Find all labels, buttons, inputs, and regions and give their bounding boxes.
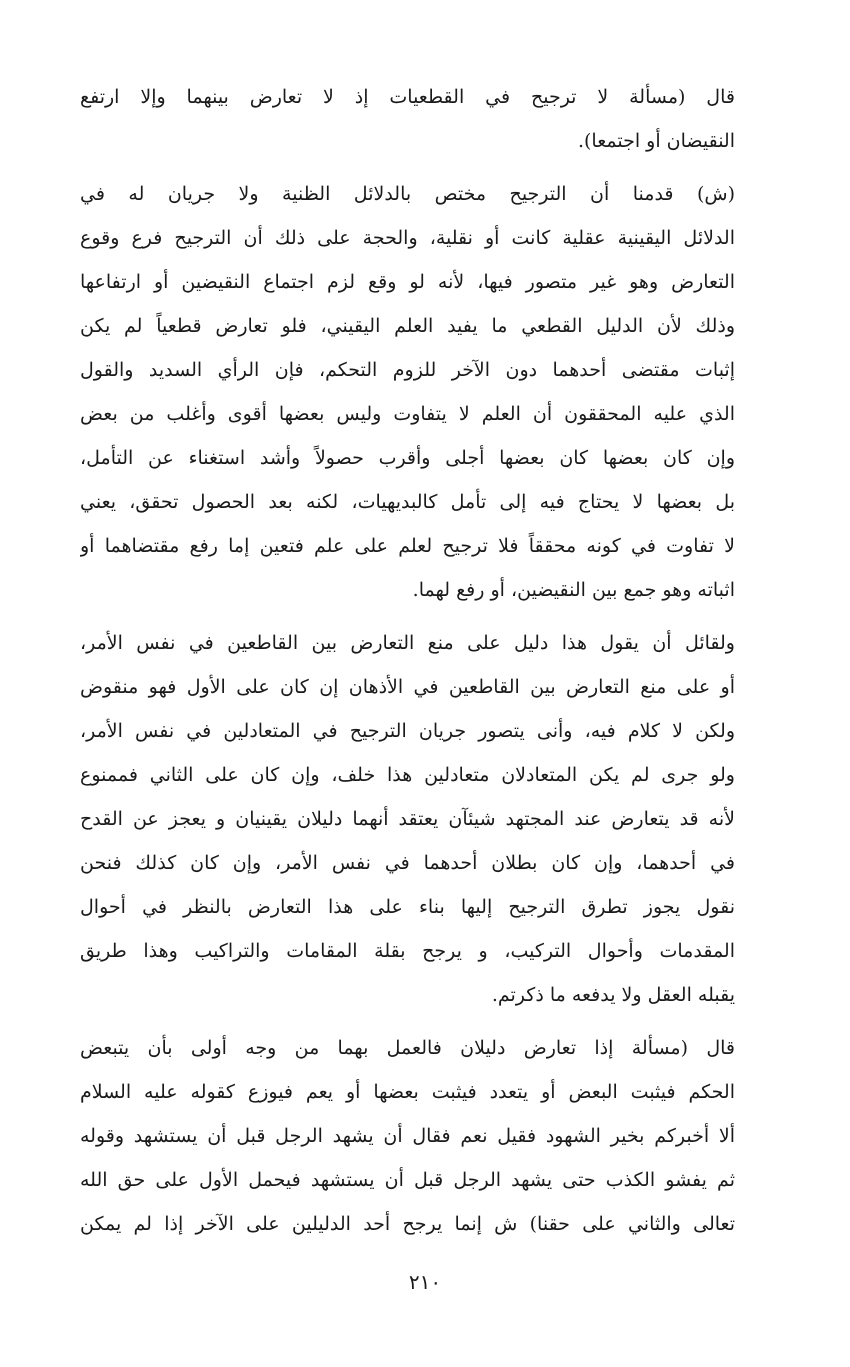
text-line: ثم يفشو الكذب حتى يشهد الرجل قبل أن يستشهد فيحمل الأول على حق الله [80,1169,735,1191]
text-line: ولو جرى لم يكن المتعادلان متعادلين هذا خلف، وإن كان على الثاني فممنوع [80,764,735,786]
text-line: يقبله العقل ولا يدفعه ما ذكرتم. [491,984,735,1006]
text-line: وإن كان بعضها كان بعضها أجلى وأقرب حصولاً وأشد استغناء عن التأمل، [80,447,735,469]
text-line: الحكم فيثبت البعض أو يتعدد فيثبت بعضها أو يعم فيوزع كقوله عليه السلام [80,1081,735,1103]
paragraph-sharh-1 [80,172,735,612]
text-line: قال (مسألة إذا تعارض دليلان فالعمل بهما من وجه أولى بأن يتبعض [80,1037,735,1059]
text-line: لأنه قد يتعارض عند المجتهد شيئآن يعتقد أنهما دليلان يقينيان و يعجز عن القدح [80,808,735,830]
text-line: المقدمات وأحوال التركيب، و يرجح بقلة المقامات والتراكيب وهذا طريق [80,940,735,962]
text-line: الذي عليه المحققون أن العلم لا يتفاوت وليس بعضها أقوى وأغلب من بعض [80,403,735,425]
text-line: في أحدهما، وإن كان بطلان أحدهما في نفس الأمر، وإن كان كذلك فنحن [80,852,735,874]
text-line: التعارض وهو غير متصور فيها، لأنه لو وقع لزم اجتماع النقيضين أو ارتفاعها [80,271,735,293]
paragraph-masala-taarud [80,1026,735,1246]
text-line: بل بعضها لا يحتاج فيه إلى تأمل كالبديهيات، لكنه بعد الحصول تحقق، يعني [80,491,735,513]
text-line: اثباته وهو جمع بين النقيضين، أو رفع لهما. [412,579,735,601]
text-line: أو على منع التعارض بين القاطعين في الأذهان إن كان على الأول فهو منقوض [80,676,735,698]
text-line: وذلك لأن الدليل القطعي ما يفيد العلم اليقيني، فلو تعارض قطعياً لم يكن [80,315,735,337]
paragraph-sharh-2 [80,621,735,1017]
text-line: لا تفاوت في كونه محققاً فلا ترجيح لعلم على علم فتعين إما رفع مقتضاهما أو [80,535,735,557]
page-number: ٢١٠ [408,1270,442,1294]
text-line: نقول يجوز تطرق الترجيح إليها بناء على هذا التعارض بالنظر في أحوال [80,896,735,918]
text-line: ولقائل أن يقول هذا دليل على منع التعارض بين القاطعين في نفس الأمر، [80,632,735,654]
text-line: ولكن لا كلام فيه، وأنى يتصور جريان الترجيح في المتعادلين في نفس الأمر، [80,720,735,742]
text-line: إثبات مقتضى أحدهما دون الآخر للزوم التحكم، فإن الرأي السديد والقول [80,359,735,381]
text-line: قال (مسألة لا ترجيح في القطعيات إذ لا تعارض بينهما وإلا ارتفع [80,86,735,108]
page-body [80,75,735,1246]
text-line: الدلائل اليقينية عقلية كانت أو نقلية، والحجة على ذلك أن الترجيح فرع وقوع [80,227,735,249]
text-line: النقيضان أو اجتمعا). [577,130,735,152]
paragraph-masala-qatiyat [80,75,735,163]
text-line: ألا أخبركم بخير الشهود فقيل نعم فقال أن يشهد الرجل قبل أن يستشهد وقوله [80,1125,735,1147]
text-line: (ش) قدمنا أن الترجيح مختص بالدلائل الظنية ولا جريان له في [80,183,735,205]
text-line: تعالى والثاني على حقنا) ش إنما يرجح أحد الدليلين على الآخر إذا لم يمكن [80,1213,735,1235]
